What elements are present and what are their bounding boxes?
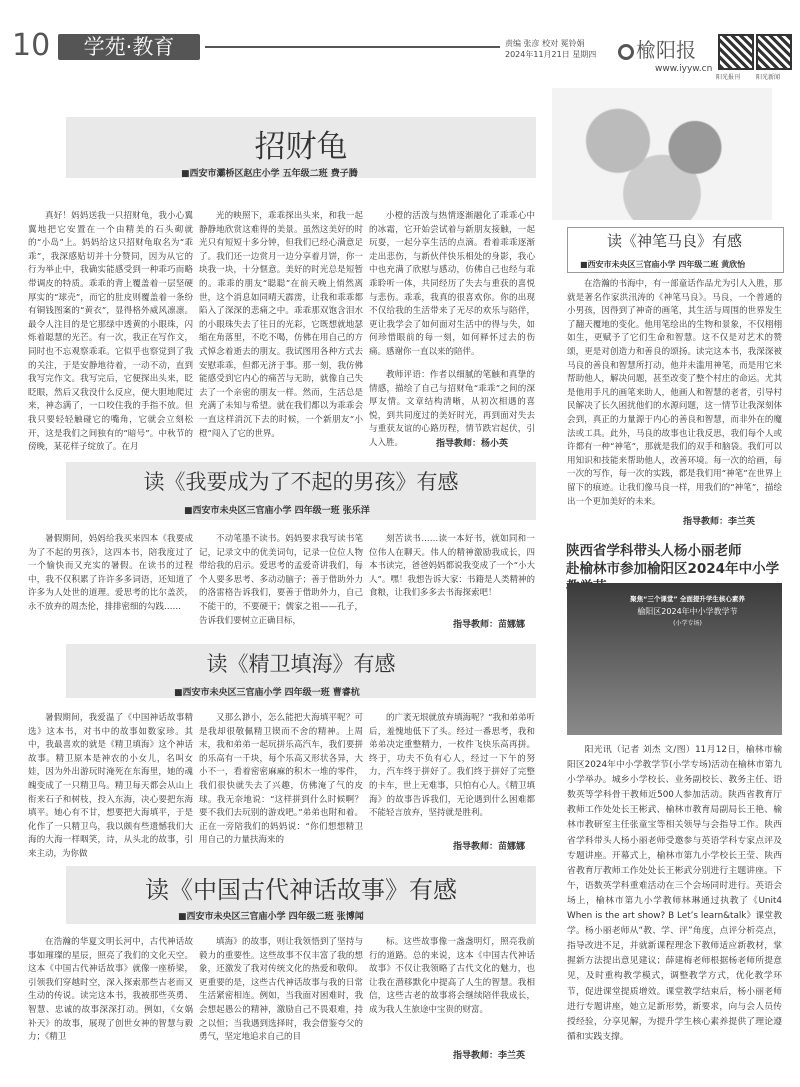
article-body: 真好！妈妈送我一只招财龟，我小心翼翼地把它安置在一个由精美的石头砌就的“小岛”上。妈妈给这只招财龟取名为“乖乖”，我深感贴切并十分赞同，因为从它的行为举止中，我确实能感受到一种乖巧而略带调皮的特质。乖乖的背上覆盖着一层坚硬厚实的“球壳”，而它的肚皮则覆盖着一条纷有铜钱图案的“黄衣”，显得格外威风凛凛。最令人注目的是它那绿中透黄的小眼珠，闪烁着聪慧的光芒。有一次，我正在写作文，同时也不忘观察乖乖。它似乎也察觉到了我的关注，于是安静地待着，一动不动，直到我写完作文。我写完后，它便探出头来，眨眨眼，然后又我没什么反应，便大胆地爬过来，神态满了，一口咬住我的手指不放。但我只要轻轻触碰它的嘴角，它就会立刻松开，这是我们之间独有的“暗号”。中秋节的傍晚，某花样子绽放了。在月 (28, 211, 193, 453)
news-body: 阳光讯（记者 刘杰 文/图）11月12日，榆林市榆阳区2024年中小学教学节(小学专场)活动在榆林市第九小学举办。城乡小学校长、业务副校长、教务主任、语数英等学科骨干教师近500人参加活动。陕西省教育厅教师工作处处长王彬武、榆林市教育局副局长王艳、榆林市教研室主任张童宝等相关领导与会指导工作。陕西省学科带头人杨小丽老师受邀参与英语学科专家点评及专题讲座。开幕式上，榆林市第九小学校长王莹、陕西省教育厅教师工作处处长王彬武分别进行主题讲座。下午，语数英学科重难活动在三个会场同时进行。英语会场上，榆林市第九小学教师林琳通过执教了《Unit4 When is the art show? B Let’s learn&talk》课堂教学。杨小丽老师从“教、学、评”角度，点评分析亮点，指导改进不足，并就新课程理念下教师适应新教材，掌握新方法提出意见建议；薛建梅老师根据杨老师所提意见，及时重构教学模式，调整教学方式，优化教学环节，促进课堂提质增效。课堂教学结束后，杨小丽老师进行专题讲座，她立足新形势，新要求，向与会人员传授经验，分享见解，为提升学生核心素养提供了理论遵循和实践支撑。 (567, 745, 782, 1042)
article-body: 小橙的活泼与热情逐渐融化了乖乖心中的冰霜，它开始尝试着与新朋友接触，一起玩耍，一起分享生活的点滴。看着乖乖逐渐走出悲伤，与新伙伴快乐相处的身影，我心中也充满了欣慰与感动，仿佛自己也经与乖乖聆听一体，共同经历了失去与重获的喜悦与悲伤。乖乖，我真的很喜欢你。你的出现不仅给我的生活带来了无尽的欢乐与陪伴，更让我学会了如何面对生活中的得与失，如何珍惜眼前的每一刻，如何释怀过去的伤痛。感谢你一直以来的陪伴。 (369, 211, 535, 357)
photo-banner-line: (小学专场) (673, 620, 702, 627)
qr-caption: 阳光报刊 (716, 74, 741, 81)
article-body: 又那么渺小，怎么能把大海填平呢？可是我却很敬佩精卫锲而不舍的精神。上周末，我和弟弟一起玩拼乐高汽车，我们要拼的乐高有一千块，每个乐高又形状各异，大小不一，看着密密麻麻的积木一堆的零件，我们很快就失去了兴趣，仿佛淹了气的皮球。我无奈地说：“这样拼到什么时候啊？要不我们去玩别的游戏吧。”弟弟也附和着。正在一旁陪我们的妈妈说：“你们想想精卫用自己的力量扶海来的 (199, 713, 363, 846)
article-byline: ■西安市未央区三官庙小学 四年级一班 曹睿杭 (174, 688, 360, 698)
article-title: 读《神笔马良》有感 (606, 232, 742, 250)
article-title: 读《中国古代神话故事》有感 (145, 876, 457, 904)
article-body: 的广袤无垠就放弃填海呢？”我和弟弟听后，羞愧地低下了头。经过一番思考，我和弟弟决定重整精力，一枚件飞快乐高再拼。终于，功夫不负有心人，经过一下午的努力，汽车终于拼好了。我们终于拼好了完整的卡车，世上无难事，只怕有心人。《精卫填海》的故事告诉我们，无论遇到什么困难都不能轻言放弃，坚持就是胜利。 (369, 713, 535, 819)
news-headline-line: 陕西省学科带头人杨小丽老师 (566, 543, 742, 559)
section-title: 学苑·教育 (58, 34, 200, 60)
article-body: 不动笔墨不读书。妈妈要求我写读书笔记，记录文中的优美词句，记录一位位人物带给我的启示。爱思考的孟爱奇讲我们，每个人要多思考、多动动脑子；善于借助外力的洛雷格告诉我们，要善于借助外力，自己不能干的，不要硬干；儒家之祖——孔子，告诉我们要树立正确目标， (199, 534, 363, 626)
article-title: 读《我要成为了不起的男孩》有感 (143, 470, 459, 494)
article-body: 光的映照下，乖乖探出头来，和我一起静静地欣赏这难得的美景。虽然这美好的时光只有短短十多分钟，但我们已经心满意足了。我们还一边赏月一边分享着月饼，你一块我一块，十分惬意。美好的时光总是短暂的。乖乖的朋友“聪聪”在前天晚上悄然离世，这个消息如同晴天霹雳，让我和乖乖都陷入了深深的悲痛之中。乖乖那双饱含泪水的小眼珠失去了往日的光彩，它既想就地瑟缩在角落里，不吃不喝，仿佛在用自己的方式悼念着逝去的朋友。我试图用各种方式去安慰乖乖，但都无济于事。那一刻，我仿佛能感受到它内心的痛苦与无助，就像自己失去了一个亲密的朋友一样。然而，生活总是充满了未知与希望。就在我们都以为乖乖会一直这样消沉下去的时候，一个新朋友“小橙”闯入了它的世界。 (199, 211, 363, 439)
article-body: 在浩瀚的华夏文明长河中，古代神话故事如璀璨的星辰，照亮了我们的文化天空。这本《中国古代神话故事》就像一座桥梁，引领我们穿越时空，深入探索那些古老而又生动的传说。读完这本书，我被那些英勇、智慧、忠诚的故事深深打动。例如，《女娲补天》的故事，展现了创世女神的智慧与毅力；《精卫 (28, 937, 193, 1043)
photo-banner (605, 594, 770, 627)
teacher-credit: 指导教师：苗娜娜 (453, 842, 526, 852)
kids-reading-illustration (552, 88, 772, 220)
website[interactable]: www.iyyw.cn (655, 64, 713, 74)
article-body: 刻苦读书……读一本好书，就如同和一位伟人在聊天。伟人的精神激励我成长，四本书读完，爸爸妈妈都说我变成了一个“小大人”。嘿！我想告诉大家：书籍是人类精神的食粮，让我们多多去书海探索吧！ (369, 534, 535, 599)
teacher-credit: 指导教师：苗娜娜 (453, 620, 526, 630)
qr-caption: 阳光新闻 (756, 74, 781, 81)
teacher-credit: 指导教师：李兰英 (453, 1051, 526, 1061)
photo-banner-line: 聚焦“三个课堂” 全面提升学生核心素养 (630, 595, 745, 603)
article-body: 暑假期间，妈妈给我买来四本《我要成为了不起的男孩》，这四本书，陪我度过了一个愉快而又充实的暑假。在读书的过程中，我不仅积累了许许多多词语，还知道了许多为人处世的道理。爱思考的比尔盖茨，永不放弃的周杰伦，排排密细的勾践…… (28, 534, 193, 612)
article-byline: ■西安市灞桥区赵庄小学 五年级二班 费子腾 (181, 169, 358, 179)
article-byline: ■西安市未央区三官庙小学 四年级二班 张博闻 (178, 912, 364, 922)
article-title: 招财龟 (254, 129, 348, 165)
teacher-credit: 指导教师：李兰英 (683, 517, 756, 527)
article-byline: ■西安市未央区三官庙小学 四年级一班 张乐洋 (184, 506, 370, 516)
teacher-credit: 指导教师：杨小英 (436, 439, 509, 449)
article-body: 标。这些故事像一盏盏明灯，照亮我前行的道路。总的来说，这本《中国古代神话故事》不仅让我领略了古代文化的魅力，也让我在潜移默化中提高了人生的智慧。我相信，这些古老的故事将会继续陪伴我成长，成为我人生旅途中宝贵的财富。 (369, 937, 535, 1015)
article-title: 读《精卫填海》有感 (206, 652, 396, 676)
photo-banner-line: 榆阳区2024年中小学教学节 (637, 607, 738, 616)
teacher-comment: 教师评语：作者以细腻的笔触和真挚的情感，描绘了自己与招财龟“乖乖”之间的深厚友情。文章结构清晰，从初次相遇的喜悦，到共同度过的美好时光，再到面对失去与重获友谊的心路历程，情节跌宕起伏，引人入胜。 (369, 370, 535, 448)
newspaper-logo: 楡阳报 (618, 34, 696, 63)
qr-code-icon (718, 34, 754, 70)
qr-code-icon (756, 34, 792, 70)
article-byline: ■西安市未央区三官庙小学 四年级二班 黄欣怡 (580, 260, 746, 269)
page-number: 10 (12, 28, 51, 63)
header-meta (505, 38, 596, 60)
news-headline-line: 赴榆林市参加榆阳区2024年中小学 (566, 561, 780, 577)
header-rule (205, 46, 500, 48)
article-body: 在浩瀚的书海中，有一部童话作品尤为引人入胜，那就是著名作家洪汛涛的《神笔马良》。马良，一个普通的小男孩，因得到了神奇的画笔，其生活与周围的世界发生了翻天覆地的变化。他用笔绘出的生物和景象，不仅栩栩如生，更赋予了它们生命和智慧。这不仅是对艺术的赞颂，更是对创造力和善良的颂扬。读完这本书，我深深被马良的善良和智慧所打动，他并未滥用神笔，而是用它来帮助他人，解决问题，甚至改变了整个村庄的命运。尤其是他用手凡的画笔来助人，他画人和智慧的老者，引导村民解决了长久困扰他们的水源问题，这一情节让我深刻体会到，真正的力量源于内心的善良和智慧，而非外在的魔法或工具。此外，马良的故事也让我反思，我们每个人或许都有一种“神笔”，那就是我们的双手和脑袋。我们可以用知识和技能来帮助他人，改善环境。每一次的给画，每一次的写作，每一次的实践，都是我们用“神笔”在世界上留下的痕迹。让我们像马良一样，用我们的“神笔”，描绘出一个更加美好的未来。 (567, 279, 782, 507)
issue-date: 2024年11月21日 星期四 (505, 50, 597, 59)
article-body: 填海》的故事，则让我领悟到了坚持与毅力的重要性。这些故事不仅丰富了我的想象，还激发了我对传统文化的热爱和敬仰。更重要的是，这些古代神话故事与我的日常生活紧密相连。例如，当我面对困难时，我会想起愚公的精神，激励自己不畏艰难，持之以恒；当我遇到选择时，我会借鉴夸父的勇气，坚定地追求自己的目 (199, 937, 363, 1043)
editors: 责编 张彦 校对 冕铃娟 (505, 39, 585, 48)
logo-icon (618, 44, 634, 60)
article-body: 暑假期间，我爱温了《中国神话故事精选》这本书，对书中的故事如数家珍。其中，我最喜欢的就是《精卫填海》这个神话故事。精卫原本是神农的小女儿，名叫女娃，因为外出游玩时淹死在东海里，她的魂魄变成了一只精卫鸟。精卫每天都会从山上衔来石子和树枝，投入东海，决心要把东海填平。她心有不甘，想要把大海填平，于是化作了一只精卫鸟，我以颇有些遗憾我们大海的大海一样咽笑，诗，从头北的故事，引来主动，为你做 (28, 713, 193, 859)
